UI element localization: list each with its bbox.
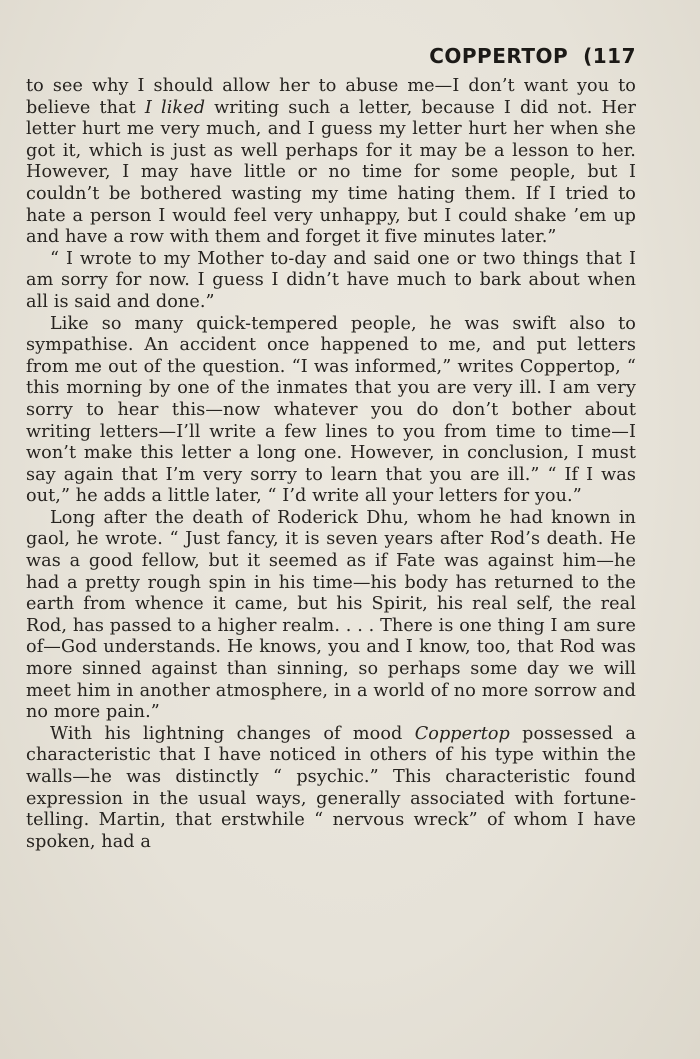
paragraph-1-italic: I liked [144,97,206,118]
paragraph-psychic [26,724,636,854]
running-head [429,44,636,68]
paragraph-5-text-b: possessed a characteristic that I have noticed in others of his type within the walls—he was distinctly “ psychic.” This characteristic found expression in the usual ways, generally associated with fortune-telling. Martin, that erstwhile “ nervous wreck” of whom I have spoken, had a [26,723,636,852]
body-text [26,76,636,853]
page-number: (117 [583,44,636,68]
paragraph-5-text-a: With his lightning changes of mood [50,723,415,744]
paragraph-1-text-b: writing such a letter, because I did not. Her letter hurt me very much, and I guess my letter hurt her when she got it, which is just as well perhaps for it may be a lesson to her. However, I may have little or no time for some people, but I couldn’t be bothered wasting my time hating them. If I tried to hate a person I would feel very unhappy, but I could shake ’em up and have a row with them and forget it five minutes later.” [26,97,637,248]
running-head-title: COPPERTOP [429,44,569,68]
paragraph-5-italic: Coppertop [414,723,510,744]
paragraph-1-text-a: to see why I should allow her to abuse me—I don’t want you to believe that [26,76,636,118]
paragraph-roderick-dhu: Long after the death of Roderick Dhu, whom he had known in gaol, he wrote. “ Just fancy, it is seven years after Rod’s death. He was a good fellow, but it seemed as if Fate was against him—he had a pretty rough spin in his time—his body has returned to the earth from whence it came, but his Spirit, his real self, the real Rod, has passed to a higher realm. . . . There is one thing I am sure of—God understands. He knows, you and I know, too, that Rod was more sinned against than sinning, so perhaps some day we will meet him in another atmosphere, in a world of no more sorrow and no more pain.” [26,507,636,723]
paragraph-sympathy: Like so many quick-tempered people, he was swift also to sympathise. An accident once happened to me, and put letters from me out of the question. “I was informed,” writes Coppertop, “ this morning by one of the inmates that you are very ill. I am very sorry to hear this—now whatever you do don’t bother about writing letters—I’ll write a few lines to you from time to time—I won’t make this letter a long one. However, in conclusion, I must say again that I’m very sorry to learn that you are ill.” “ If I was out,” he adds a little later, “ I’d write all your letters for you.” [26,313,636,507]
paragraph-continuation [26,76,636,249]
paragraph-mother-letter: “ I wrote to my Mother to-day and said one or two things that I am sorry for now. I guess I didn’t have much to bark about when all is said and done.” [26,248,636,312]
